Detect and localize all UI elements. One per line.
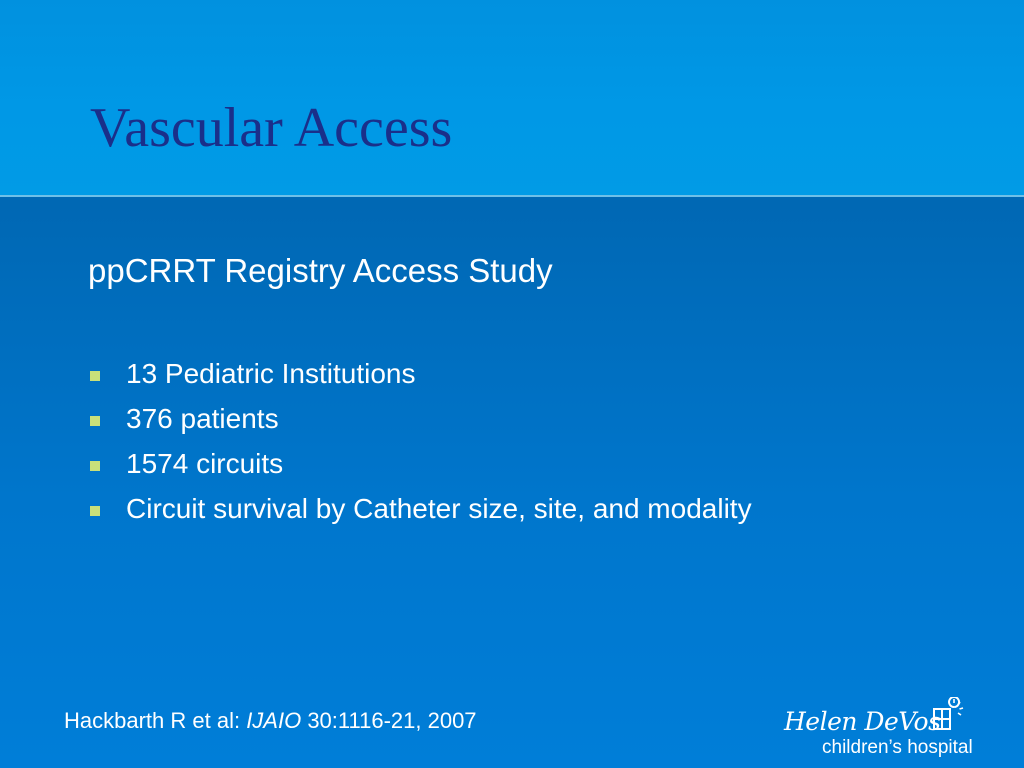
bullet-item [90,444,752,489]
bullet-list [90,354,752,534]
slide-subtitle: ppCRRT Registry Access Study [88,252,553,289]
bullet-item [90,399,752,444]
slide-title: Vascular Access [90,97,453,159]
bullet-item [90,354,752,399]
bullet-text: 1574 circuits [126,448,284,479]
bullet-text: Circuit survival by Catheter size, site, and modality [126,493,752,524]
logo-subtitle: children’s hospital [822,737,973,758]
citation-authors: Hackbarth R et al: [64,708,247,733]
bullet-square-icon [90,461,100,471]
bullet-square-icon [90,506,100,516]
bullet-square-icon [90,416,100,426]
hospital-logo [784,697,999,765]
bullet-item [90,489,752,534]
bullet-square-icon [90,371,100,381]
bullet-text: 13 Pediatric Institutions [126,358,416,389]
hospital-window-sun-icon [924,697,968,737]
logo-name: Helen DeVos [784,707,941,736]
citation-journal: IJAIO [246,708,302,733]
citation [64,708,477,734]
bullet-text: 376 patients [126,403,279,434]
citation-details: 30:1116-21, 2007 [301,708,477,733]
